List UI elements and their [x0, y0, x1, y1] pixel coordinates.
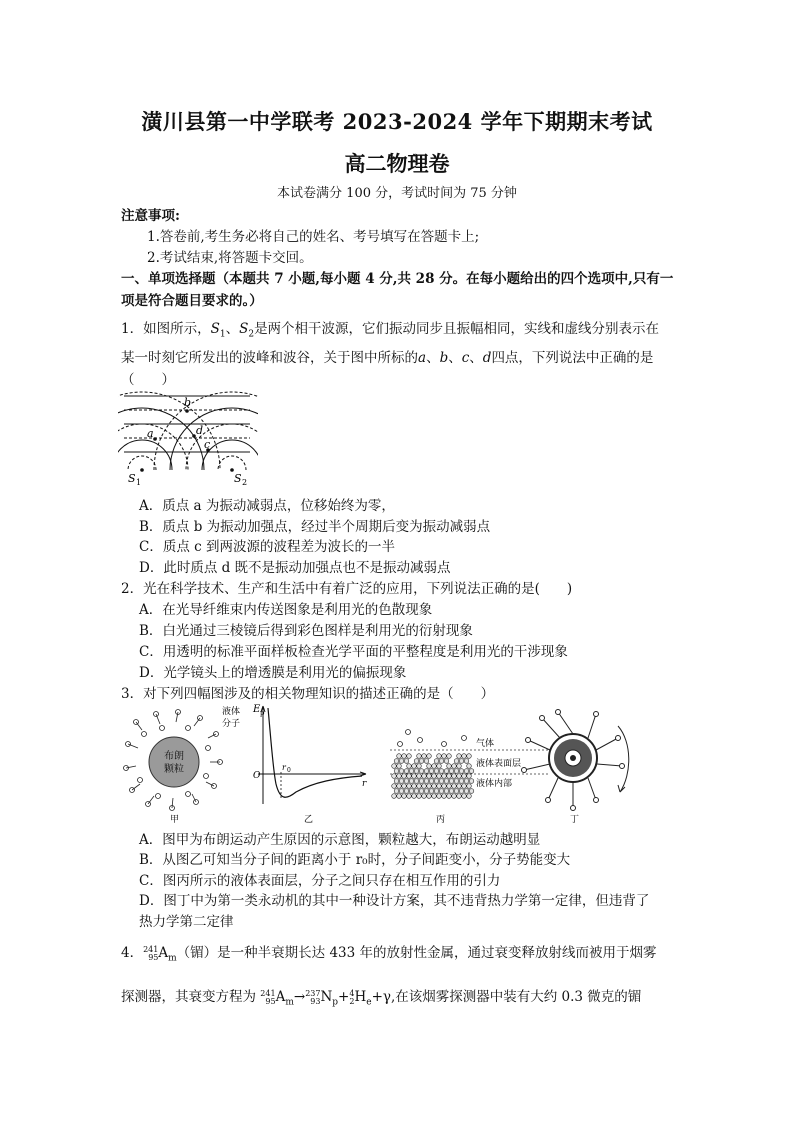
liquid-molecule: [419, 759, 424, 764]
liquid-molecule: [409, 779, 414, 784]
q3-fig-ding-wheel: [522, 710, 629, 825]
liquid-molecule: [467, 784, 472, 789]
liquid-molecule: [419, 779, 424, 784]
svg-text:1: 1: [136, 478, 142, 486]
liquid-molecule: [414, 789, 419, 794]
liquid-molecule: [442, 784, 447, 789]
liquid-molecule: [442, 774, 447, 779]
liquid-molecule: [417, 774, 422, 779]
q1-label-b: b: [184, 396, 192, 409]
liquid-molecule: [454, 779, 459, 784]
liquid-molecule: [424, 789, 429, 794]
notice-item-1: 1.答卷前,考生务必将自己的姓名、考号填写在答题卡上;: [147, 229, 480, 245]
q3-figures: [118, 700, 638, 824]
q1-stem-line2: 某一时刻它所发出的波峰和波谷，关于图中所标的a、b、c、d四点，下列说法中正确的是: [121, 350, 654, 366]
svg-text:液体表面层: 液体表面层: [476, 759, 522, 769]
liquid-molecule: [412, 774, 417, 779]
q1-label-d: d: [196, 424, 204, 437]
q3-label-ding: 丁: [570, 815, 580, 824]
liquid-molecule: [392, 784, 397, 789]
liquid-molecule: [394, 789, 399, 794]
q3-fig-bing-surface: [390, 730, 548, 825]
liquid-molecule: [449, 779, 454, 784]
liquid-molecule: [417, 794, 422, 799]
liquid-molecule: [432, 784, 437, 789]
liquid-molecule: [432, 794, 437, 799]
q1-wave-figure: [118, 388, 258, 486]
q1-option-d: D．此时质点 d 既不是振动加强点也不是振动减弱点: [139, 560, 451, 576]
liquid-molecule: [454, 759, 459, 764]
liquid-molecule: [427, 754, 432, 759]
notice-item-2: 2.考试结束,将答题卡交回。: [147, 250, 313, 266]
q2-option-d: D．光学镜头上的增透膜是利用光的偏振现象: [139, 665, 407, 681]
liquid-molecule: [427, 774, 432, 779]
q3-fig-jia-brownian: [124, 705, 241, 824]
liquid-molecule: [399, 759, 404, 764]
liquid-molecule: [452, 794, 457, 799]
liquid-molecule: [447, 764, 452, 769]
liquid-molecule: [412, 784, 417, 789]
liquid-molecule: [392, 774, 397, 779]
liquid-molecule: [394, 779, 399, 784]
liquid-molecule: [437, 754, 442, 759]
liquid-molecule: [414, 769, 419, 774]
liquid-molecule: [399, 789, 404, 794]
q1-stem-line1: 1．如图所示，$S_1$、$S_2$是两个相干波源，它们振动同步且振幅相同，实线和虚线分别表示在: [121, 321, 660, 340]
liquid-molecule: [429, 779, 434, 784]
liquid-molecule: [457, 764, 462, 769]
liquid-molecule: [437, 764, 442, 769]
liquid-molecule: [434, 769, 439, 774]
liquid-molecule: [409, 769, 414, 774]
liquid-molecule: [412, 764, 417, 769]
liquid-molecule: [467, 764, 472, 769]
liquid-molecule: [407, 794, 412, 799]
liquid-molecule: [449, 769, 454, 774]
liquid-molecule: [424, 759, 429, 764]
liquid-molecule: [452, 784, 457, 789]
liquid-molecule: [427, 764, 432, 769]
liquid-molecule: [397, 784, 402, 789]
liquid-molecule: [462, 784, 467, 789]
q1-label-c: c: [204, 438, 211, 451]
svg-text:p: p: [260, 709, 265, 717]
liquid-molecule: [464, 769, 469, 774]
liquid-molecule: [437, 774, 442, 779]
liquid-molecule: [417, 764, 422, 769]
liquid-molecule: [459, 769, 464, 774]
q3-label-bing: 丙: [436, 815, 446, 824]
liquid-molecule: [397, 754, 402, 759]
liquid-molecule: [467, 754, 472, 759]
liquid-molecule: [404, 779, 409, 784]
liquid-molecule: [442, 754, 447, 759]
liquid-molecule: [464, 789, 469, 794]
liquid-molecule: [397, 774, 402, 779]
liquid-molecule: [409, 789, 414, 794]
q3-option-c: C．图丙所示的液体表面层，分子之间只存在相互作用的引力: [139, 873, 501, 889]
svg-text:O: O: [253, 771, 261, 781]
svg-text:分子: 分子: [222, 719, 241, 729]
liquid-molecule: [459, 779, 464, 784]
exam-subtitle: 高二物理卷: [344, 151, 450, 176]
liquid-molecule: [434, 779, 439, 784]
liquid-molecule: [444, 769, 449, 774]
liquid-molecule: [394, 769, 399, 774]
liquid-molecule: [432, 764, 437, 769]
section1-line1: 一、单项选择题（本题共 7 小题,每小题 4 分,共 28 分。在每小题给出的四个选项中,只有一: [121, 271, 674, 287]
exam-info: 本试卷满分 100 分，考试时间为 75 分钟: [277, 186, 517, 201]
q3-fig-yi-potential: [252, 704, 367, 824]
liquid-molecule: [447, 754, 452, 759]
liquid-molecule: [427, 794, 432, 799]
liquid-molecule: [439, 789, 444, 794]
liquid-molecule: [407, 784, 412, 789]
liquid-molecule: [469, 789, 474, 794]
section1-line2: 项是符合题目要求的。）: [121, 293, 263, 309]
liquid-molecule: [422, 794, 427, 799]
liquid-molecule: [417, 784, 422, 789]
liquid-molecule: [404, 769, 409, 774]
liquid-molecule: [469, 769, 474, 774]
liquid-molecule: [459, 789, 464, 794]
q1-label-a: a: [147, 427, 154, 440]
q2-option-a: A．在光导纤维束内传送图象是利用光的色散现象: [139, 602, 433, 618]
liquid-molecule: [407, 774, 412, 779]
liquid-molecule: [447, 774, 452, 779]
liquid-molecule: [442, 794, 447, 799]
liquid-molecule: [457, 784, 462, 789]
svg-text:布朗: 布朗: [164, 751, 184, 762]
liquid-molecule: [462, 754, 467, 759]
svg-text:液体内部: 液体内部: [476, 779, 513, 789]
liquid-molecule: [457, 794, 462, 799]
liquid-molecule: [429, 769, 434, 774]
liquid-molecule: [454, 789, 459, 794]
liquid-molecule: [402, 774, 407, 779]
liquid-molecule: [402, 794, 407, 799]
liquid-molecule: [437, 784, 442, 789]
svg-text:E: E: [253, 704, 261, 715]
liquid-molecule: [464, 779, 469, 784]
liquid-molecule: [422, 754, 427, 759]
liquid-molecule: [424, 769, 429, 774]
notice-heading: 注意事项:: [121, 208, 180, 224]
q1-option-b: B．质点 b 为振动加强点，经过半个周期后变为振动减弱点: [139, 519, 491, 535]
liquid-molecule: [447, 794, 452, 799]
svg-text:r: r: [282, 763, 286, 772]
liquid-molecule: [439, 769, 444, 774]
svg-text:2: 2: [242, 478, 248, 486]
q4-stem-line2: 探测器，其衰变方程为 241 $95A_m\to 237$ $93N_p+4$ $2H_e+\gamma$,在该烟雾探测器中装有大约 0.3 微克的镅: [121, 988, 642, 1008]
q3-option-d: D．图丁中为第一类永动机的其中一种设计方案，其不违背热力学第一定律，但违背了: [139, 893, 650, 909]
liquid-molecule: [449, 789, 454, 794]
liquid-molecule: [457, 754, 462, 759]
liquid-molecule: [427, 784, 432, 789]
liquid-molecule: [457, 774, 462, 779]
liquid-molecule: [392, 794, 397, 799]
liquid-molecule: [404, 759, 409, 764]
q4-stem-line1: 4．241 $95A_m$（镅）是一种半衰期长达 433 年的放射性金属，通过衰变释放射线而被用于烟雾: [121, 944, 657, 964]
liquid-molecule: [467, 774, 472, 779]
liquid-molecule: [414, 779, 419, 784]
q2-stem: 2．光在科学技术、生产和生活中有着广泛的应用，下列说法正确的是( ): [121, 581, 573, 597]
liquid-molecule: [447, 784, 452, 789]
q3-label-yi: 乙: [304, 815, 314, 824]
liquid-molecule: [399, 779, 404, 784]
q3-option-b: B．从图乙可知当分子间的距离小于 r₀时，分子间距变小，分子势能变大: [139, 852, 571, 868]
liquid-molecule: [444, 759, 449, 764]
liquid-molecule: [424, 779, 429, 784]
q1-stem-line3: （ ）: [121, 372, 175, 388]
liquid-molecule: [467, 794, 472, 799]
q1-label-s2: S: [234, 472, 242, 485]
liquid-molecule: [437, 794, 442, 799]
liquid-molecule: [469, 779, 474, 784]
liquid-molecule: [434, 789, 439, 794]
q3-option-a: A．图甲为布朗运动产生原因的示意图，颗粒越大，布朗运动越明显: [139, 832, 541, 848]
svg-text:r: r: [362, 779, 367, 789]
svg-text:气体: 气体: [476, 739, 495, 749]
q2-option-b: B．白光通过三棱镜后得到彩色图样是利用光的衍射现象: [139, 623, 473, 639]
q1-option-c: C．质点 c 到两波源的波程差为波长的一半: [139, 539, 395, 555]
liquid-molecule: [429, 789, 434, 794]
q2-option-c: C．用透明的标准平面样板检查光学平面的平整程度是利用光的干涉现象: [139, 644, 568, 660]
q3-label-jia: 甲: [170, 815, 180, 824]
liquid-molecule: [402, 754, 407, 759]
liquid-molecule: [392, 764, 397, 769]
liquid-molecule: [414, 759, 419, 764]
liquid-molecule: [454, 769, 459, 774]
liquid-molecule: [444, 779, 449, 784]
liquid-molecule: [434, 759, 439, 764]
liquid-molecule: [462, 794, 467, 799]
liquid-molecule: [407, 754, 412, 759]
liquid-molecule: [462, 774, 467, 779]
liquid-molecule: [397, 764, 402, 769]
liquid-molecule: [459, 759, 464, 764]
liquid-molecule: [432, 774, 437, 779]
liquid-molecule: [444, 789, 449, 794]
liquid-molecule: [452, 764, 457, 769]
liquid-molecule: [464, 759, 469, 764]
q3-stem: 3．对下列四幅图涉及的相关物理知识的描述正确的是（ ）: [121, 686, 495, 702]
svg-text:液体: 液体: [222, 707, 241, 717]
liquid-molecule: [419, 789, 424, 794]
q1-option-a: A．质点 a 为振动减弱点，位移始终为零，: [139, 498, 395, 514]
liquid-molecule: [439, 779, 444, 784]
liquid-molecule: [402, 784, 407, 789]
liquid-molecule: [452, 774, 457, 779]
q1-label-s1: S: [128, 472, 136, 485]
liquid-molecule: [439, 759, 444, 764]
liquid-molecule: [422, 784, 427, 789]
q3-option-d-cont: 热力学第二定律: [139, 914, 234, 930]
svg-text:0: 0: [287, 767, 291, 774]
liquid-molecule: [407, 764, 412, 769]
svg-text:颗粒: 颗粒: [164, 764, 184, 775]
liquid-molecule: [422, 774, 427, 779]
liquid-molecule: [412, 794, 417, 799]
liquid-molecule: [417, 754, 422, 759]
liquid-molecule: [399, 769, 404, 774]
exam-title: 潢川县第一中学联考 2023-2024 学年下期期末考试: [141, 109, 653, 134]
liquid-molecule: [394, 759, 399, 764]
liquid-molecule: [404, 789, 409, 794]
liquid-molecule: [397, 794, 402, 799]
liquid-molecule: [419, 769, 424, 774]
